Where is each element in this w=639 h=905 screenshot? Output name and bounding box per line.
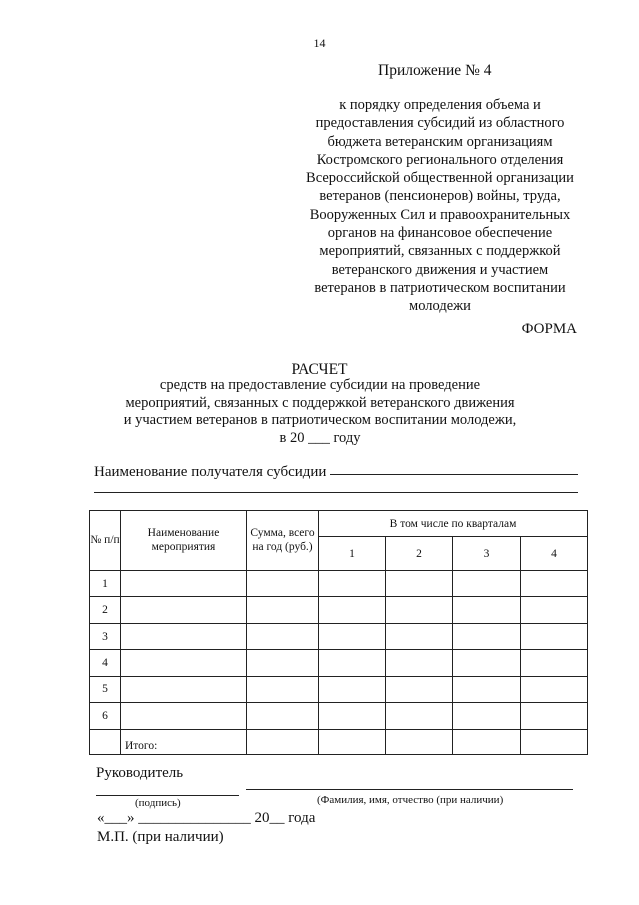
cell: [386, 703, 453, 729]
cell: [521, 623, 588, 649]
head-label: Руководитель: [96, 765, 184, 781]
cell: [319, 623, 386, 649]
appendix-line: Всероссийской общественной организации: [306, 170, 574, 187]
cell: [319, 597, 386, 623]
cell: [453, 703, 521, 729]
total-label: Итого:: [121, 729, 247, 755]
subtitle-line: средств на предоставление субсидии на проведение: [159, 377, 481, 393]
cell: [247, 703, 319, 729]
table-row: [90, 650, 588, 676]
appendix-line: мероприятий, связанных с поддержкой: [319, 243, 561, 260]
appendix-title: Приложение № 4: [378, 62, 492, 79]
subtitle-line: в 20 ___ году: [279, 429, 361, 446]
cell: [521, 597, 588, 623]
row-number: 2: [90, 597, 121, 623]
appendix-line: ветеранов (пенсионеров) войны, труда,: [319, 188, 561, 205]
table-row: [90, 703, 588, 729]
recipient-label: Наименование получателя субсидии: [94, 464, 327, 480]
page-number: 14: [313, 36, 326, 50]
appendix-reference: [290, 96, 590, 316]
table-row: [90, 623, 588, 649]
cell: [319, 570, 386, 596]
header-sum: Сумма, всего на год (руб.): [247, 511, 319, 571]
appendix-line: бюджета ветеранским организациям: [327, 133, 553, 150]
name-line: [246, 789, 573, 790]
header-event-name: Наименование мероприятия: [121, 511, 247, 571]
name-caption: (Фамилия, имя, отчество (при наличии): [317, 794, 504, 806]
row-number: 3: [90, 623, 121, 649]
cell: [453, 623, 521, 649]
cell: [386, 676, 453, 702]
cell: [521, 703, 588, 729]
cell: [319, 650, 386, 676]
cell: [319, 676, 386, 702]
cell: [247, 729, 319, 755]
cell: [453, 729, 521, 755]
form-label: ФОРМА: [521, 321, 577, 337]
row-number: 1: [90, 570, 121, 596]
recipient-line-2: [94, 492, 578, 493]
cell: [453, 650, 521, 676]
cell: [90, 729, 121, 755]
cell: [453, 676, 521, 702]
cell: [121, 650, 247, 676]
header-quarter-3: 3: [453, 537, 521, 571]
appendix-line: органов на финансовое обеспечение: [327, 225, 553, 242]
cell: [247, 650, 319, 676]
cell: [121, 623, 247, 649]
appendix-line: Вооруженных Сил и правоохранительных: [309, 206, 571, 223]
date-line: «___» _______________ 20__ года: [97, 810, 316, 826]
cell: [386, 729, 453, 755]
cell: [386, 650, 453, 676]
appendix-line: к порядку определения объема и: [339, 97, 541, 113]
stamp-label: М.П. (при наличии): [97, 829, 224, 845]
cell: [121, 676, 247, 702]
header-number: № п/п: [90, 511, 121, 571]
cell: [121, 703, 247, 729]
cell: [121, 570, 247, 596]
cell: [247, 623, 319, 649]
cell: [319, 703, 386, 729]
table-row: [90, 676, 588, 702]
calculation-subtitle: [90, 377, 550, 447]
recipient-line-1: [330, 474, 578, 475]
cell: [386, 597, 453, 623]
cell: [386, 570, 453, 596]
cell: [453, 570, 521, 596]
signature-line: [96, 795, 239, 796]
cell: [121, 597, 247, 623]
signature-caption: (подпись): [135, 797, 181, 809]
appendix-line: предоставления субсидий из областного: [315, 115, 565, 132]
cell: [521, 676, 588, 702]
row-number: 4: [90, 650, 121, 676]
subtitle-line: мероприятий, связанных с поддержкой ветеранского движения: [125, 394, 515, 411]
calculation-title: РАСЧЕТ: [291, 361, 348, 378]
appendix-line: молодежи: [409, 298, 471, 315]
cell: [386, 623, 453, 649]
cell: [319, 729, 386, 755]
appendix-line: ветеранов в патриотическом воспитании: [314, 279, 566, 296]
cell: [521, 650, 588, 676]
cell: [453, 597, 521, 623]
cell: [247, 676, 319, 702]
appendix-line: Костромского регионального отделения: [316, 151, 564, 168]
row-number: 6: [90, 703, 121, 729]
header-quarter-1: 1: [319, 537, 386, 571]
total-row: [90, 729, 588, 755]
calculation-table: [89, 510, 588, 755]
cell: [247, 570, 319, 596]
header-quarter-2: 2: [386, 537, 453, 571]
cell: [521, 729, 588, 755]
cell: [521, 570, 588, 596]
appendix-line: ветеранского движения и участием: [331, 261, 549, 278]
cell: [247, 597, 319, 623]
subtitle-line: и участием ветеранов в патриотическом воспитании молодежи,: [123, 412, 517, 428]
row-number: 5: [90, 676, 121, 702]
table-row: [90, 597, 588, 623]
table-row: [90, 570, 588, 596]
header-quarters-group: В том числе по кварталам: [319, 511, 588, 537]
header-quarter-4: 4: [521, 537, 588, 571]
